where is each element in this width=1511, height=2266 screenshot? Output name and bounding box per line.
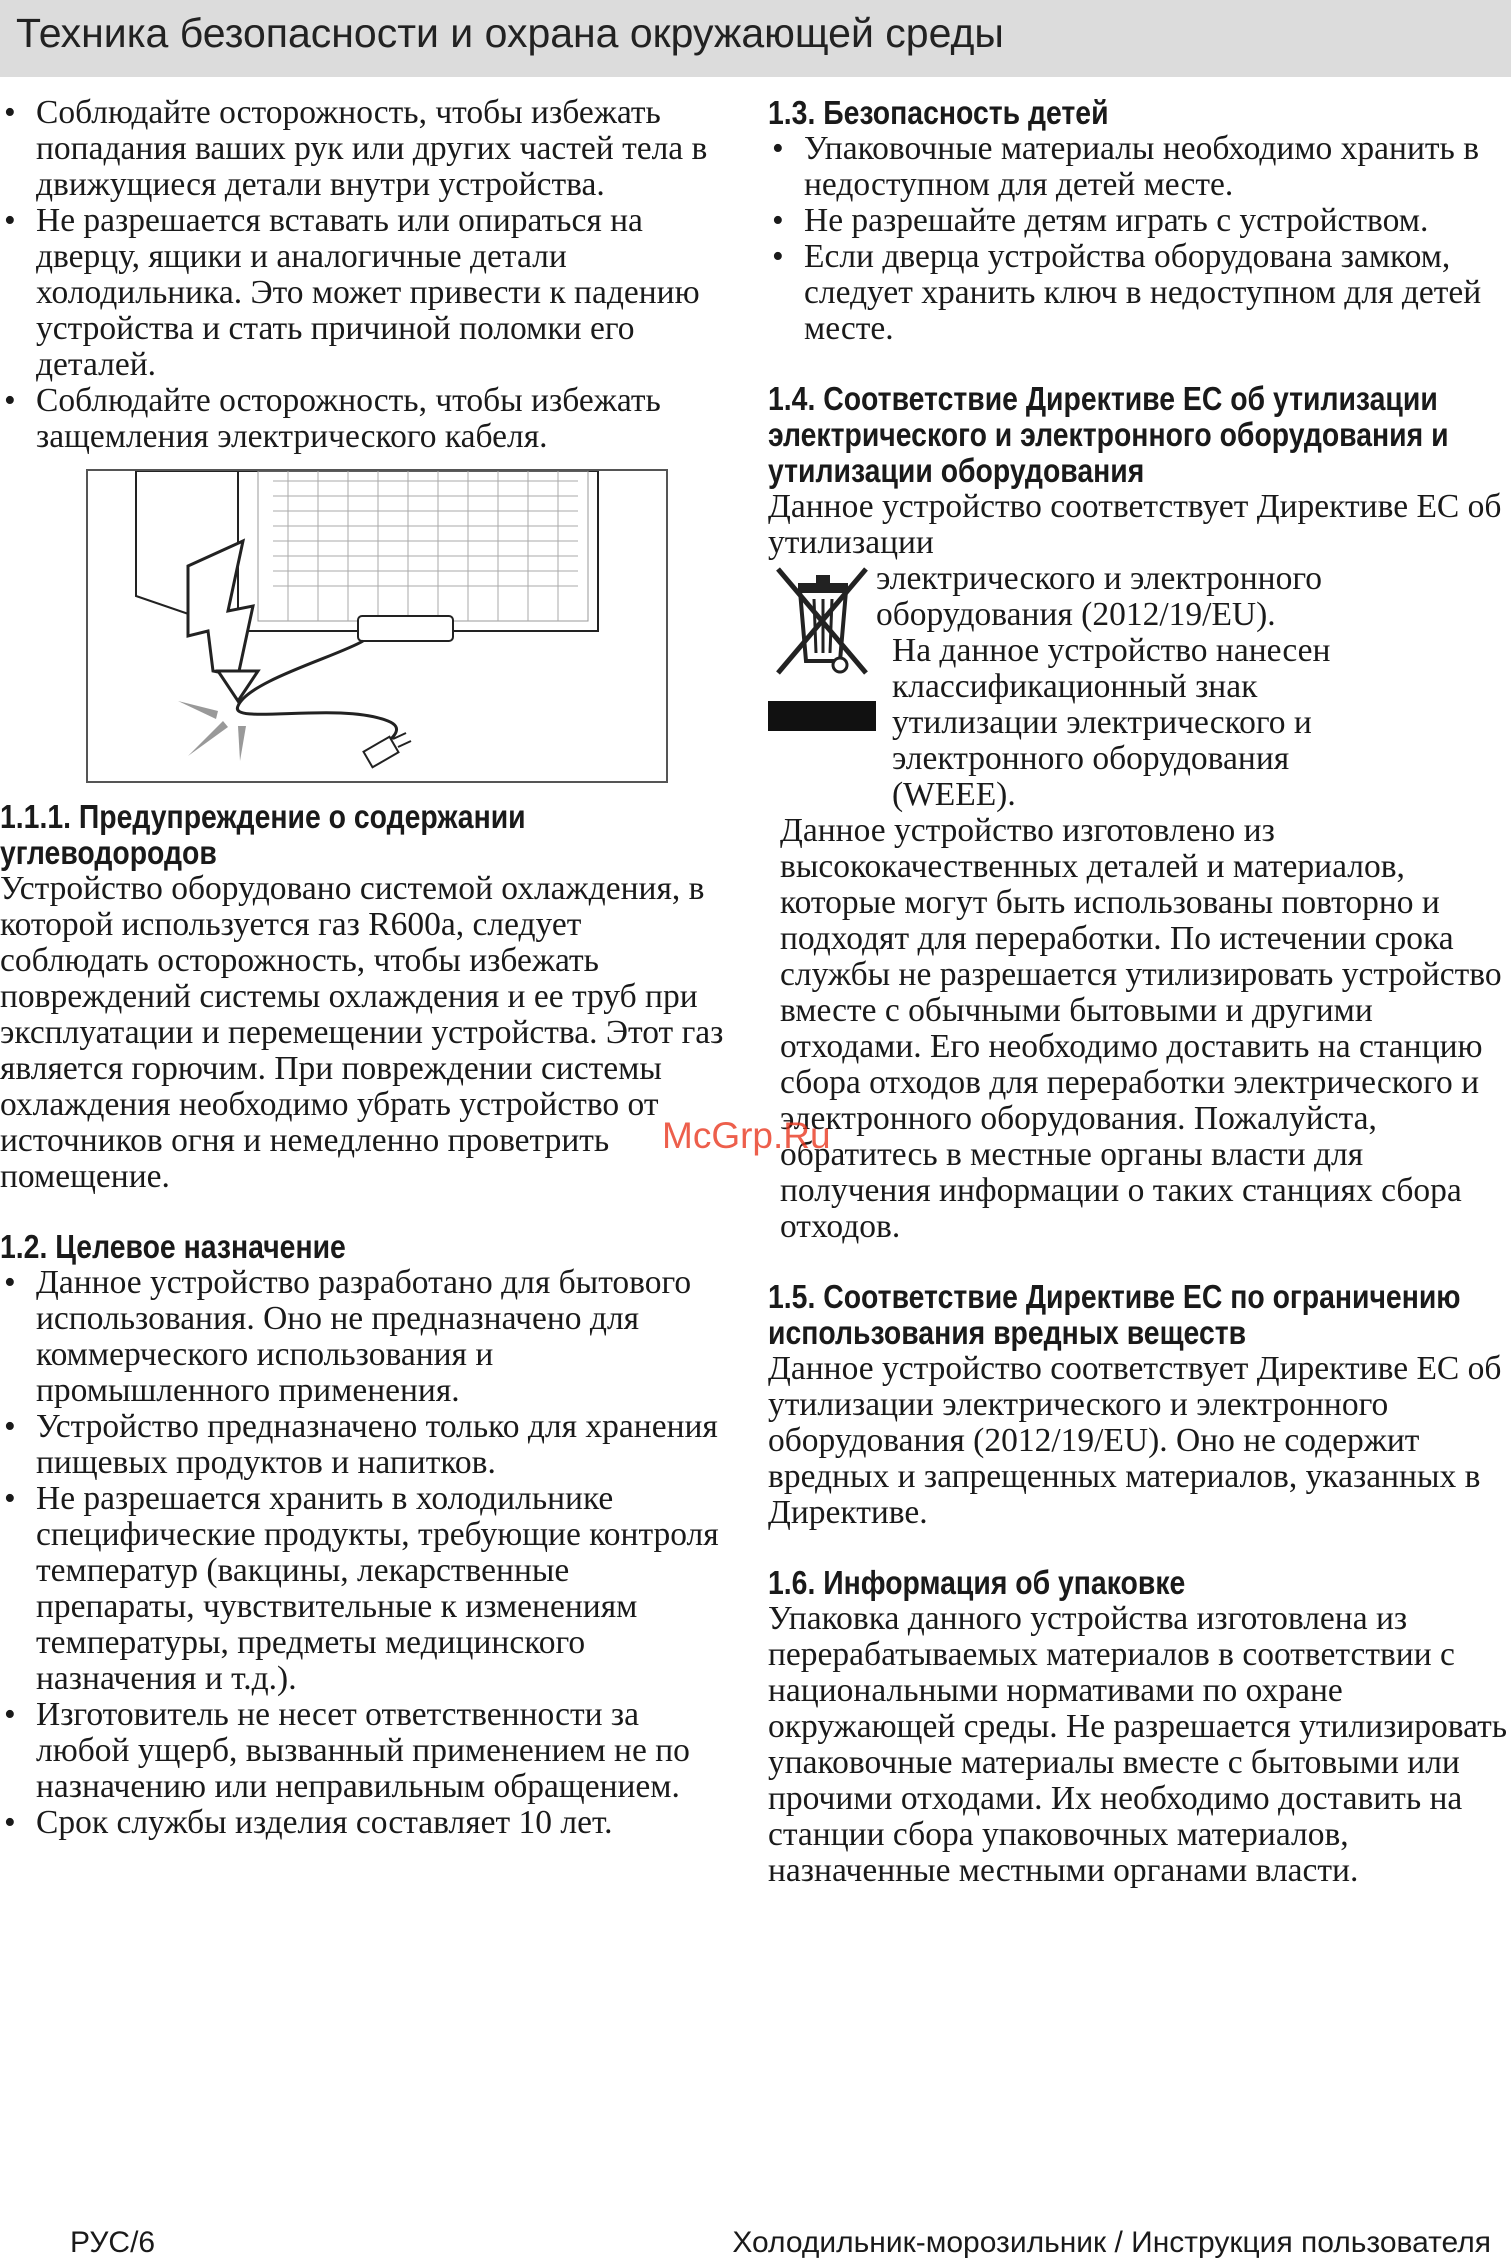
fridge-cable-drawing xyxy=(88,471,666,781)
footer-doc-title: Холодильник-морозильник / Инструкция пользователя xyxy=(732,2226,1491,2259)
weee-line: электронного оборудования xyxy=(892,740,1290,777)
section-title-child-safety: 1.3. Безопасность детей xyxy=(768,94,1109,131)
weee-line: (WEEE). xyxy=(892,776,1016,813)
section-title-hydrocarbons: 1.1.1. Предупреждение о содержании углеводородов xyxy=(0,798,526,871)
list-item: • Не разрешается хранить в холодильнике специфические продукты, требующие контроля температур (вакцины, лекарственные препараты, чувствительные к изменениям температуры, предметы медицинского назначения и т.д.). xyxy=(0,1481,725,1697)
list-item: • Изготовитель не несет ответственности за любой ущерб, вызванный применением не по назначению или неправильным обращением. xyxy=(0,1697,725,1805)
section-title-weee: 1.4. Соответствие Директиве ЕС об утилизации электрического и электронного оборудования и утилизации оборудования xyxy=(768,380,1449,489)
cable-warning-illustration xyxy=(86,469,668,783)
section-title-rohs: 1.5. Соответствие Директиве ЕС по ограничению использования вредных веществ xyxy=(768,1278,1461,1351)
weee-line: утилизации электрического и xyxy=(892,704,1312,741)
section-title-packaging: 1.6. Информация об упаковке xyxy=(768,1564,1186,1601)
intended-use-list xyxy=(0,1265,725,1841)
right-column xyxy=(768,95,1508,1889)
list-item: • Данное устройство разработано для бытового использования. Оно не предназначено для коммерческого использования и промышленного применения. xyxy=(0,1265,725,1409)
list-item: • Не разрешайте детям играть с устройством. xyxy=(768,203,1508,239)
list-item: • Срок службы изделия составляет 10 лет. xyxy=(0,1805,725,1841)
list-item: • Соблюдайте осторожность, чтобы избежать попадания ваших рук или других частей тела в движущиеся детали внутри устройства. xyxy=(0,95,725,203)
rohs-text: Данное устройство соответствует Директиве ЕС об утилизации электрического и электронного оборудования (2012/19/EU). Оно не содержит вредных и запрещенных материалов, указанных в Директиве. xyxy=(768,1350,1502,1531)
watermark: McGrp.Ru xyxy=(662,1115,831,1156)
weee-text: Данное устройство изготовлено из высококачественных деталей и материалов, которые могут быть использованы повторно и подходят для переработки. По истечении срока службы не разрешается утилизировать устройство вместе с обычными бытовыми и другими отходами. Его необходимо доставить на станцию сбора отходов для переработки электрического и электронного оборудования. Пожалуйста, обратитесь в местные органы власти для получения информации о таких станциях сбора отходов. xyxy=(780,812,1502,1245)
weee-line: оборудования (2012/19/EU). xyxy=(876,596,1276,633)
weee-intro: Данное устройство соответствует Директиве ЕС об утилизации xyxy=(768,488,1502,561)
weee-line: На данное устройство нанесен xyxy=(892,632,1331,669)
weee-line: электрического и электронного xyxy=(876,560,1323,597)
list-item: • Не разрешается вставать или опираться на дверцу, ящики и аналогичные детали холодильника. Это может привести к падению устройства и стать причиной поломки его деталей. xyxy=(0,203,725,383)
list-item: • Если дверца устройства оборудована замком, следует хранить ключ в недоступном для детей месте. xyxy=(768,239,1508,347)
list-item: • Упаковочные материалы необходимо хранить в недоступном для детей месте. xyxy=(768,131,1508,203)
weee-block xyxy=(768,561,1508,813)
list-item: • Соблюдайте осторожность, чтобы избежать защемления электрического кабеля. xyxy=(0,383,725,455)
packaging-text: Упаковка данного устройства изготовлена из перерабатываемых материалов в соответствии с национальными нормативами по охране окружающей среды. Не разрешается утилизировать упаковочные материалы вместе с бытовыми или прочими отходами. Их необходимо доставить на станции сбора упаковочных материалов, назначенные местными органами власти. xyxy=(768,1600,1508,1889)
left-column xyxy=(0,95,725,1841)
weee-line: классификационный знак xyxy=(892,668,1258,705)
section-title-intended-use: 1.2. Целевое назначение xyxy=(0,1228,346,1265)
crossed-bin-icon xyxy=(768,561,876,731)
child-safety-list xyxy=(768,131,1508,347)
safety-bullet-list xyxy=(0,95,725,455)
page-number: РУС/6 xyxy=(70,2226,156,2259)
page-header xyxy=(0,0,1511,77)
page-title: Техника безопасности и охрана окружающей среды xyxy=(16,10,1004,56)
list-item: • Устройство предназначено только для хранения пищевых продуктов и напитков. xyxy=(0,1409,725,1481)
hydrocarbons-text: Устройство оборудовано системой охлаждения, в которой используется газ R600a, следует соблюдать осторожность, чтобы избежать повреждений системы охлаждения и ее труб при эксплуатации и перемещении устройства. Этот газ является горючим. При повреждении системы охлаждения необходимо убрать устройство от источников огня и немедленно проветрить помещение. xyxy=(0,870,724,1195)
